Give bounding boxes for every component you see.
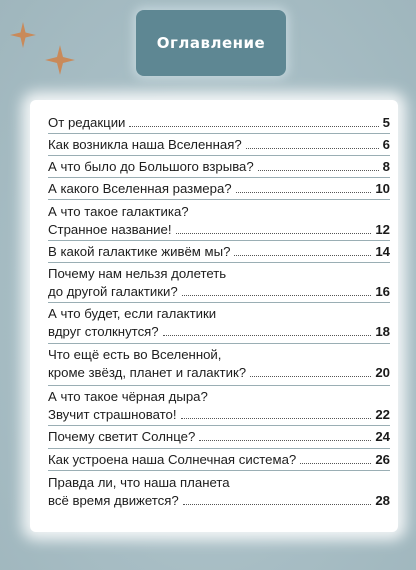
toc-entry[interactable] bbox=[48, 114, 390, 132]
toc-leader-dots bbox=[300, 463, 371, 464]
toc-entry-line bbox=[48, 203, 390, 221]
toc-entry-line bbox=[48, 492, 390, 510]
toc-entry[interactable] bbox=[48, 180, 390, 198]
toc-entry[interactable] bbox=[48, 428, 390, 446]
toc-divider bbox=[48, 385, 390, 386]
toc-entry-title: Как устроена наша Солнечная система? bbox=[48, 452, 297, 467]
toc-page-number: 6 bbox=[382, 137, 390, 152]
toc-entry-title: А что было до Большого взрыва? bbox=[48, 159, 254, 174]
toc-entry-line bbox=[48, 451, 390, 469]
toc-entry-line bbox=[48, 158, 390, 176]
toc-page-number: 28 bbox=[375, 493, 390, 508]
toc-entry-title: В какой галактике живём мы? bbox=[48, 244, 231, 259]
toc-entry-line bbox=[48, 364, 390, 382]
toc-leader-dots bbox=[182, 295, 372, 296]
toc-page-number: 14 bbox=[375, 244, 390, 259]
toc-entry-title: кроме звёзд, планет и галактик? bbox=[48, 365, 247, 380]
toc-entry-title: А что будет, если галактики bbox=[48, 306, 217, 321]
toc-divider bbox=[48, 262, 390, 263]
toc-entry-title: Правда ли, что наша планета bbox=[48, 475, 230, 490]
toc-entry-line bbox=[48, 265, 390, 283]
toc-entry-line bbox=[48, 474, 390, 492]
toc-divider bbox=[48, 133, 390, 134]
toc-page-number: 18 bbox=[375, 324, 390, 339]
toc-leader-dots bbox=[258, 170, 379, 171]
toc-entry-title: Как возникла наша Вселенная? bbox=[48, 137, 242, 152]
toc-entry-line bbox=[48, 180, 390, 198]
toc-entry-title: А что такое чёрная дыра? bbox=[48, 389, 208, 404]
small-star-icon bbox=[8, 20, 38, 50]
toc-leader-dots bbox=[183, 504, 372, 505]
toc-entry[interactable] bbox=[48, 158, 390, 176]
toc-entry-line bbox=[48, 283, 390, 301]
toc-entry-title: Почему нам нельзя долететь bbox=[48, 266, 227, 281]
toc-entry-title: всё время движется? bbox=[48, 493, 179, 508]
toc-entry-title: Звучит страшновато! bbox=[48, 407, 177, 422]
toc-page-number: 12 bbox=[375, 222, 390, 237]
toc-entry[interactable] bbox=[48, 243, 390, 261]
toc-entry-line bbox=[48, 428, 390, 446]
toc-entry-title: вдруг столкнутся? bbox=[48, 324, 159, 339]
toc-entry[interactable] bbox=[48, 305, 390, 341]
toc-divider bbox=[48, 470, 390, 471]
toc-entry-line bbox=[48, 346, 390, 364]
toc-entry-line bbox=[48, 323, 390, 341]
toc-entry[interactable] bbox=[48, 265, 390, 301]
toc-entry-title: А какого Вселенная размера? bbox=[48, 181, 232, 196]
toc-page-number: 24 bbox=[375, 429, 390, 444]
toc-page-number: 26 bbox=[375, 452, 390, 467]
toc-divider bbox=[48, 302, 390, 303]
toc-leader-dots bbox=[234, 255, 371, 256]
toc-leader-dots bbox=[163, 335, 372, 336]
toc-page-number: 22 bbox=[375, 407, 390, 422]
toc-page-number: 8 bbox=[382, 159, 390, 174]
toc-page-number: 20 bbox=[375, 365, 390, 380]
toc-entry-title: Почему светит Солнце? bbox=[48, 429, 196, 444]
toc-divider bbox=[48, 343, 390, 344]
toc-leader-dots bbox=[250, 376, 371, 377]
toc-divider bbox=[48, 240, 390, 241]
toc-entry[interactable] bbox=[48, 136, 390, 154]
toc-divider bbox=[48, 448, 390, 449]
toc-entry-line bbox=[48, 305, 390, 323]
page-title: Оглавление bbox=[156, 34, 266, 52]
toc-entry-line bbox=[48, 406, 390, 424]
toc-entry-line bbox=[48, 388, 390, 406]
toc-entry[interactable] bbox=[48, 474, 390, 510]
toc-leader-dots bbox=[236, 192, 372, 193]
toc-entry-title: А что такое галактика? bbox=[48, 204, 189, 219]
toc-entry-title: до другой галактики? bbox=[48, 284, 178, 299]
toc-page-number: 10 bbox=[375, 181, 390, 196]
toc-title-tab bbox=[136, 10, 286, 76]
toc-leader-dots bbox=[181, 418, 372, 419]
toc-leader-dots bbox=[129, 126, 378, 127]
toc-divider bbox=[48, 177, 390, 178]
toc-leader-dots bbox=[246, 148, 379, 149]
toc-entry-line bbox=[48, 221, 390, 239]
toc-entry-title: Что ещё есть во Вселенной, bbox=[48, 347, 222, 362]
toc-entry-line bbox=[48, 114, 390, 132]
toc-divider bbox=[48, 155, 390, 156]
toc-entry-line bbox=[48, 243, 390, 261]
toc-entry-title: От редакции bbox=[48, 115, 126, 130]
toc-leader-dots bbox=[199, 440, 371, 441]
toc-entry-line bbox=[48, 136, 390, 154]
large-star-icon bbox=[44, 44, 76, 76]
toc-divider bbox=[48, 425, 390, 426]
toc-entry[interactable] bbox=[48, 451, 390, 469]
toc-entry[interactable] bbox=[48, 346, 390, 382]
toc-page-number: 16 bbox=[375, 284, 390, 299]
toc-entry[interactable] bbox=[48, 388, 390, 424]
toc-leader-dots bbox=[176, 233, 372, 234]
toc-page-number: 5 bbox=[382, 115, 390, 130]
toc-entry[interactable] bbox=[48, 203, 390, 239]
toc-divider bbox=[48, 199, 390, 200]
toc-entry-title: Странное название! bbox=[48, 222, 172, 237]
